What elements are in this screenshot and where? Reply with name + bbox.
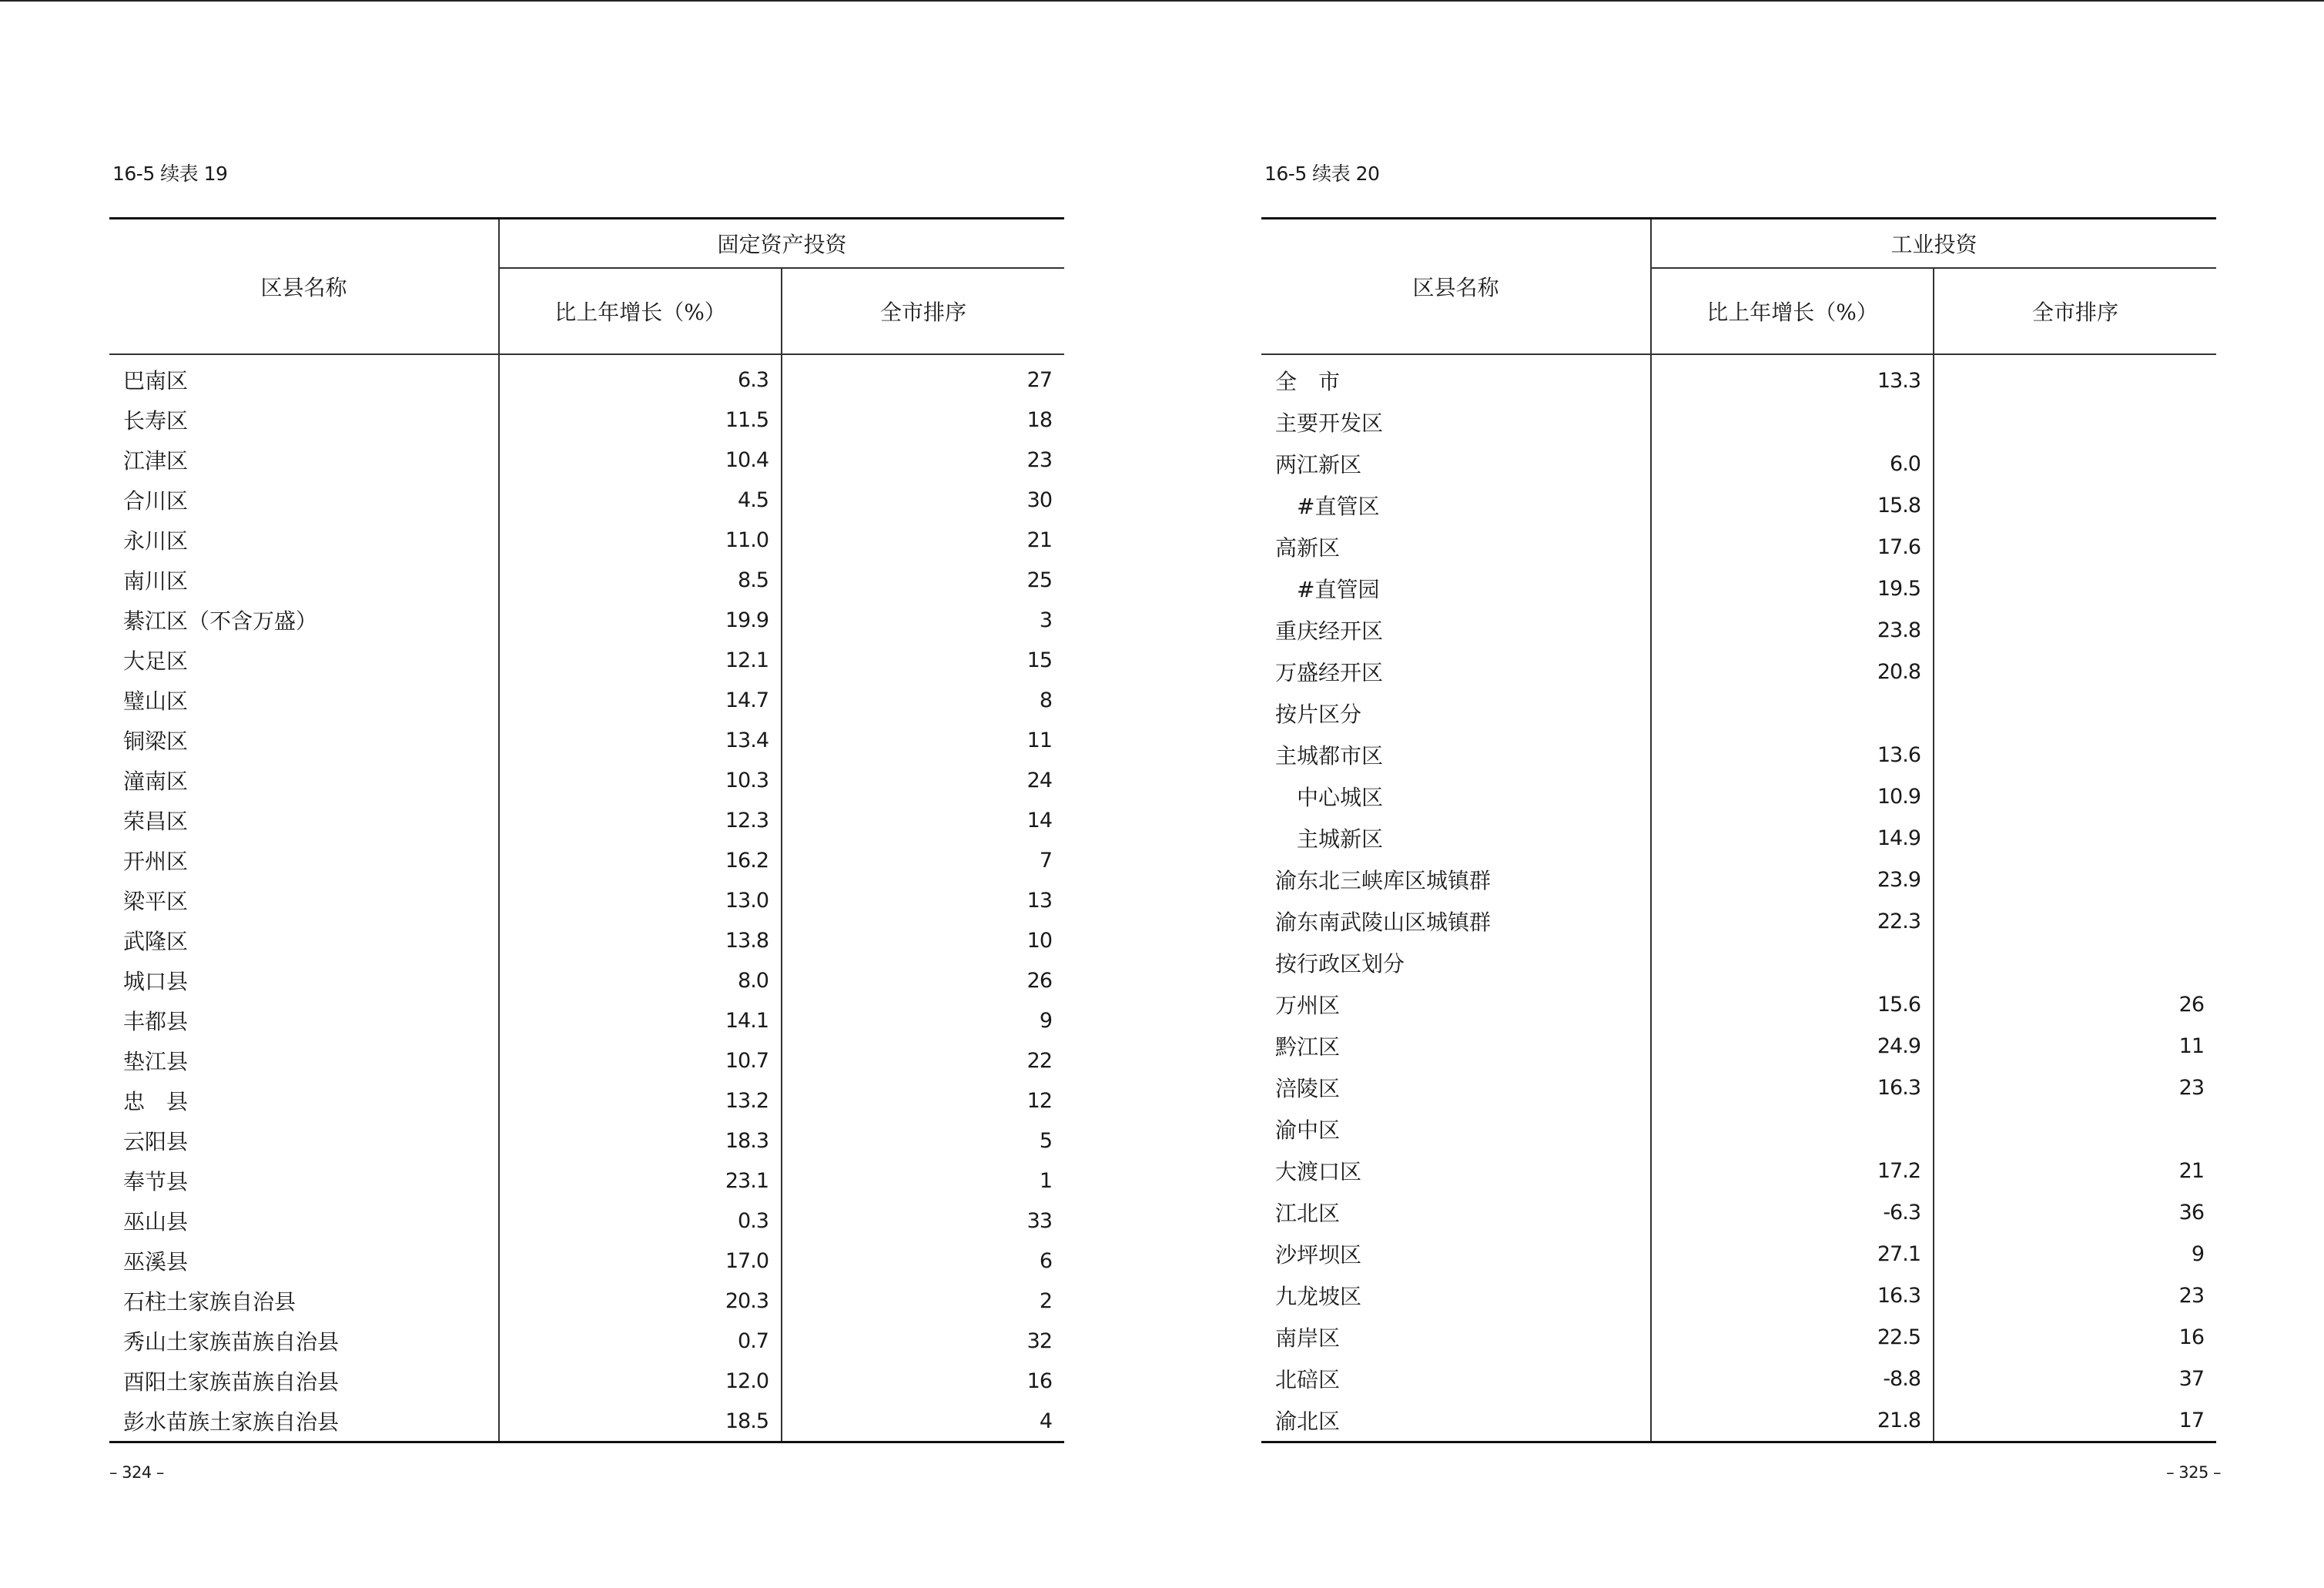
row-rank-cell: 21 [2178, 1158, 2205, 1183]
row-growth-cell: 15.8 [1651, 484, 1934, 526]
row-name-cell: 黔江区 [1261, 1025, 1651, 1067]
row-growth-cell: 16.3 [1651, 1067, 1934, 1108]
row-name-cell: 铜梁区 [109, 720, 499, 760]
table-row [1261, 526, 2216, 568]
table-row [109, 920, 1064, 960]
row-growth-cell: 18.5 [499, 1401, 782, 1442]
table-row [1261, 1191, 2216, 1233]
row-rank-cell: 1 [1039, 1168, 1053, 1193]
table-row [109, 640, 1064, 680]
row-growth-cell: 22.5 [1651, 1316, 1934, 1358]
column-header-growth: 比上年增长（%） [1651, 268, 1934, 354]
row-growth-cell: 14.1 [499, 1000, 782, 1040]
table-row [109, 440, 1064, 480]
row-name-cell: 两江新区 [1261, 443, 1651, 484]
row-growth-cell: 13.0 [499, 880, 782, 920]
row-rank-cell [1934, 900, 2216, 942]
row-growth-cell: -6.3 [1651, 1191, 1934, 1233]
row-name-cell: 沙坪坝区 [1261, 1233, 1651, 1275]
row-growth-cell: 4.5 [499, 480, 782, 520]
table-row [1261, 1150, 2216, 1191]
row-rank-cell: 37 [2178, 1366, 2205, 1391]
table-row [1261, 817, 2216, 859]
row-name-cell: 主要开发区 [1261, 401, 1651, 443]
table-row [109, 600, 1064, 640]
row-name-cell: 丰都县 [109, 1000, 499, 1040]
row-rank-cell: 21 [1026, 528, 1053, 552]
row-rank-cell [1934, 568, 2216, 609]
table-row [109, 520, 1064, 560]
row-rank-cell: 8 [1039, 688, 1053, 712]
row-rank-cell: 9 [1039, 1008, 1053, 1033]
table-row [109, 560, 1064, 600]
row-rank-cell: 25 [1026, 568, 1053, 592]
row-name-cell: 中心城区 [1261, 776, 1651, 817]
row-rank-cell: 18 [1026, 407, 1053, 432]
row-name-cell: 巫溪县 [109, 1241, 499, 1281]
table-row [1261, 1399, 2216, 1442]
row-name-cell: 北碚区 [1261, 1358, 1651, 1399]
row-name-cell: 武隆区 [109, 920, 499, 960]
row-name-cell: #直管园 [1261, 568, 1651, 609]
row-growth-cell: 23.9 [1651, 859, 1934, 900]
row-growth-cell: 13.8 [499, 920, 782, 960]
row-growth-cell: 13.6 [1651, 734, 1934, 776]
row-rank-cell [1934, 859, 2216, 900]
row-growth-cell [1651, 1108, 1934, 1150]
row-growth-cell: 16.2 [499, 840, 782, 880]
row-rank-cell: 5 [1039, 1128, 1053, 1153]
table-row [109, 1281, 1064, 1321]
table-row [109, 400, 1064, 440]
table-row [1261, 401, 2216, 443]
page-number: – 325 – [2166, 1463, 2221, 1482]
row-growth-cell: 14.7 [499, 680, 782, 720]
column-group-header: 工业投资 [1651, 219, 2216, 269]
row-growth-cell: 22.3 [1651, 900, 1934, 942]
row-name-cell: 渝中区 [1261, 1108, 1651, 1150]
column-header-growth: 比上年增长（%） [499, 268, 782, 354]
table-row [109, 1161, 1064, 1201]
row-name-cell: 石柱土家族自治县 [109, 1281, 499, 1321]
table-row [109, 354, 1064, 400]
row-name-cell: 涪陵区 [1261, 1067, 1651, 1108]
row-name-cell: 主城新区 [1261, 817, 1651, 859]
row-rank-cell: 3 [1039, 608, 1053, 632]
row-name-cell: 秀山土家族苗族自治县 [109, 1321, 499, 1361]
table-row [1261, 1358, 2216, 1399]
table-row [1261, 1067, 2216, 1108]
row-name-cell: 合川区 [109, 480, 499, 520]
row-name-cell: 重庆经开区 [1261, 609, 1651, 651]
row-growth-cell: 0.7 [499, 1321, 782, 1361]
row-rank-cell [1934, 1108, 2216, 1150]
row-rank-cell: 36 [2178, 1200, 2205, 1225]
row-rank-cell [1934, 942, 2216, 983]
column-header-name: 区县名称 [1261, 219, 1651, 355]
row-growth-cell: 8.0 [499, 960, 782, 1000]
table-row [1261, 1275, 2216, 1316]
row-rank-cell [1934, 526, 2216, 568]
row-name-cell: 万州区 [1261, 983, 1651, 1025]
table-row [109, 1040, 1064, 1080]
table-row [109, 720, 1064, 760]
row-growth-cell: 17.6 [1651, 526, 1934, 568]
row-rank-cell: 4 [782, 1401, 1064, 1442]
row-name-cell: 潼南区 [109, 760, 499, 800]
row-name-cell: 全 市 [1261, 354, 1651, 401]
row-rank-cell: 33 [1026, 1208, 1053, 1233]
table-row [1261, 1108, 2216, 1150]
row-name-cell: 酉阳土家族苗族自治县 [109, 1361, 499, 1401]
table-row [1261, 859, 2216, 900]
row-growth-cell: 6.3 [499, 354, 782, 400]
row-growth-cell: 21.8 [1651, 1399, 1934, 1442]
table-row [109, 1361, 1064, 1401]
row-rank-cell: 23 [2178, 1283, 2205, 1308]
row-name-cell: 垫江县 [109, 1040, 499, 1080]
row-name-cell: 南川区 [109, 560, 499, 600]
row-rank-cell: 15 [1026, 648, 1053, 672]
row-name-cell: 高新区 [1261, 526, 1651, 568]
row-growth-cell: 10.3 [499, 760, 782, 800]
table-row [1261, 443, 2216, 484]
row-rank-cell: 10 [1026, 928, 1053, 953]
table-caption: 16-5 续表 20 [1264, 162, 1380, 185]
right-page [1261, 0, 2221, 1588]
table-row [1261, 734, 2216, 776]
row-name-cell: 按行政区划分 [1261, 942, 1651, 983]
row-rank-cell: 32 [1026, 1328, 1053, 1353]
table-row [1261, 942, 2216, 983]
table-row [109, 1121, 1064, 1161]
row-rank-cell [1934, 609, 2216, 651]
row-name-cell: 南岸区 [1261, 1316, 1651, 1358]
row-name-cell: 开州区 [109, 840, 499, 880]
table-row [109, 760, 1064, 800]
row-name-cell: 奉节县 [109, 1161, 499, 1201]
row-rank-cell: 14 [1026, 808, 1053, 833]
row-growth-cell: 18.3 [499, 1121, 782, 1161]
row-name-cell: 大足区 [109, 640, 499, 680]
row-growth-cell: 24.9 [1651, 1025, 1934, 1067]
table-row [109, 840, 1064, 880]
row-rank-cell: 11 [1026, 728, 1053, 752]
row-name-cell: 渝东北三峡库区城镇群 [1261, 859, 1651, 900]
row-growth-cell: 12.1 [499, 640, 782, 680]
table-row [109, 480, 1064, 520]
table-row [109, 1000, 1064, 1040]
table-row [1261, 609, 2216, 651]
row-rank-cell [1934, 443, 2216, 484]
row-name-cell: 梁平区 [109, 880, 499, 920]
row-name-cell: 忠 县 [109, 1080, 499, 1121]
row-rank-cell: 7 [1039, 848, 1053, 873]
row-growth-cell: 20.3 [499, 1281, 782, 1321]
row-growth-cell: 15.6 [1651, 983, 1934, 1025]
row-rank-cell [1934, 776, 2216, 817]
table-row [109, 880, 1064, 920]
row-growth-cell: 17.2 [1651, 1150, 1934, 1191]
column-header-rank: 全市排序 [782, 268, 1064, 354]
row-growth-cell: 17.0 [499, 1241, 782, 1281]
fixed-asset-investment-table [109, 217, 1064, 1443]
row-rank-cell: 17 [1934, 1399, 2216, 1442]
row-growth-cell: 10.4 [499, 440, 782, 480]
row-rank-cell: 23 [2178, 1075, 2205, 1100]
row-rank-cell [1934, 354, 2216, 401]
industrial-investment-table [1261, 217, 2216, 1443]
table-row [1261, 1233, 2216, 1275]
row-rank-cell: 16 [1026, 1369, 1053, 1393]
row-name-cell: 云阳县 [109, 1121, 499, 1161]
table-row [1261, 900, 2216, 942]
table-row [109, 1080, 1064, 1121]
table-row [1261, 1316, 2216, 1358]
row-rank-cell [1934, 692, 2216, 734]
row-name-cell: 按片区分 [1261, 692, 1651, 734]
row-growth-cell: 13.3 [1651, 354, 1934, 401]
row-growth-cell: 12.0 [499, 1361, 782, 1401]
column-header-rank: 全市排序 [1934, 268, 2216, 354]
row-rank-cell: 26 [2178, 992, 2205, 1017]
row-name-cell: 大渡口区 [1261, 1150, 1651, 1191]
row-name-cell: 渝北区 [1261, 1399, 1651, 1442]
table-body [109, 354, 1064, 1442]
row-name-cell: 彭水苗族土家族自治县 [109, 1401, 499, 1442]
table-row [1261, 983, 2216, 1025]
row-name-cell: 渝东南武陵山区城镇群 [1261, 900, 1651, 942]
row-rank-cell: 6 [1039, 1248, 1053, 1273]
row-rank-cell: 22 [1026, 1048, 1053, 1073]
row-growth-cell: 10.9 [1651, 776, 1934, 817]
table-row [109, 1241, 1064, 1281]
row-rank-cell: 27 [1026, 367, 1053, 392]
row-rank-cell: 16 [2178, 1325, 2205, 1349]
row-growth-cell: 23.1 [499, 1161, 782, 1201]
row-rank-cell [1934, 484, 2216, 526]
row-rank-cell: 9 [2191, 1241, 2205, 1266]
row-rank-cell [1934, 651, 2216, 692]
row-name-cell: 永川区 [109, 520, 499, 560]
row-rank-cell: 2 [1039, 1288, 1053, 1313]
row-rank-cell [1934, 734, 2216, 776]
row-rank-cell: 13 [1026, 888, 1053, 913]
row-growth-cell: 10.7 [499, 1040, 782, 1080]
row-growth-cell: 0.3 [499, 1201, 782, 1241]
row-growth-cell: 16.3 [1651, 1275, 1934, 1316]
row-growth-cell: 6.0 [1651, 443, 1934, 484]
row-growth-cell: 11.0 [499, 520, 782, 560]
row-name-cell: 主城都市区 [1261, 734, 1651, 776]
table-row [1261, 692, 2216, 734]
row-name-cell: #直管区 [1261, 484, 1651, 526]
table-body [1261, 354, 2216, 1442]
row-name-cell: 荣昌区 [109, 800, 499, 840]
row-growth-cell: 19.9 [499, 600, 782, 640]
row-growth-cell: 19.5 [1651, 568, 1934, 609]
row-name-cell: 九龙坡区 [1261, 1275, 1651, 1316]
row-growth-cell: 11.5 [499, 400, 782, 440]
row-rank-cell [1934, 401, 2216, 443]
row-growth-cell [1651, 401, 1934, 443]
row-rank-cell: 11 [2178, 1034, 2205, 1058]
table-row [109, 1321, 1064, 1361]
row-rank-cell: 26 [1026, 968, 1053, 993]
row-rank-cell: 24 [1026, 768, 1053, 792]
row-growth-cell: 8.5 [499, 560, 782, 600]
left-page [109, 0, 1064, 1588]
row-name-cell: 綦江区（不含万盛） [109, 600, 499, 640]
row-rank-cell: 23 [1026, 447, 1053, 472]
table-row [1261, 568, 2216, 609]
row-growth-cell: -8.8 [1651, 1358, 1934, 1399]
table-row [109, 1201, 1064, 1241]
table-row [1261, 1025, 2216, 1067]
row-name-cell: 长寿区 [109, 400, 499, 440]
table-row [109, 680, 1064, 720]
row-growth-cell: 23.8 [1651, 609, 1934, 651]
row-growth-cell: 14.9 [1651, 817, 1934, 859]
row-name-cell: 城口县 [109, 960, 499, 1000]
table-row [1261, 484, 2216, 526]
table-caption: 16-5 续表 19 [112, 162, 228, 185]
row-rank-cell: 12 [1026, 1088, 1053, 1113]
table-row [109, 800, 1064, 840]
table-row [1261, 354, 2216, 401]
row-name-cell: 巴南区 [109, 354, 499, 400]
row-name-cell: 万盛经开区 [1261, 651, 1651, 692]
table-row [109, 960, 1064, 1000]
table-row [109, 1401, 1064, 1442]
row-growth-cell [1651, 942, 1934, 983]
row-growth-cell: 13.2 [499, 1080, 782, 1121]
table-row [1261, 776, 2216, 817]
row-growth-cell: 13.4 [499, 720, 782, 760]
row-name-cell: 江北区 [1261, 1191, 1651, 1233]
row-growth-cell: 12.3 [499, 800, 782, 840]
table-row [1261, 651, 2216, 692]
row-growth-cell: 20.8 [1651, 651, 1934, 692]
row-name-cell: 巫山县 [109, 1201, 499, 1241]
column-header-name: 区县名称 [109, 219, 499, 355]
row-rank-cell: 30 [1026, 487, 1053, 512]
row-growth-cell: 27.1 [1651, 1233, 1934, 1275]
row-name-cell: 璧山区 [109, 680, 499, 720]
page-number: – 324 – [109, 1463, 164, 1482]
row-rank-cell [1934, 817, 2216, 859]
row-name-cell: 江津区 [109, 440, 499, 480]
column-group-header: 固定资产投资 [499, 219, 1064, 269]
row-growth-cell [1651, 692, 1934, 734]
